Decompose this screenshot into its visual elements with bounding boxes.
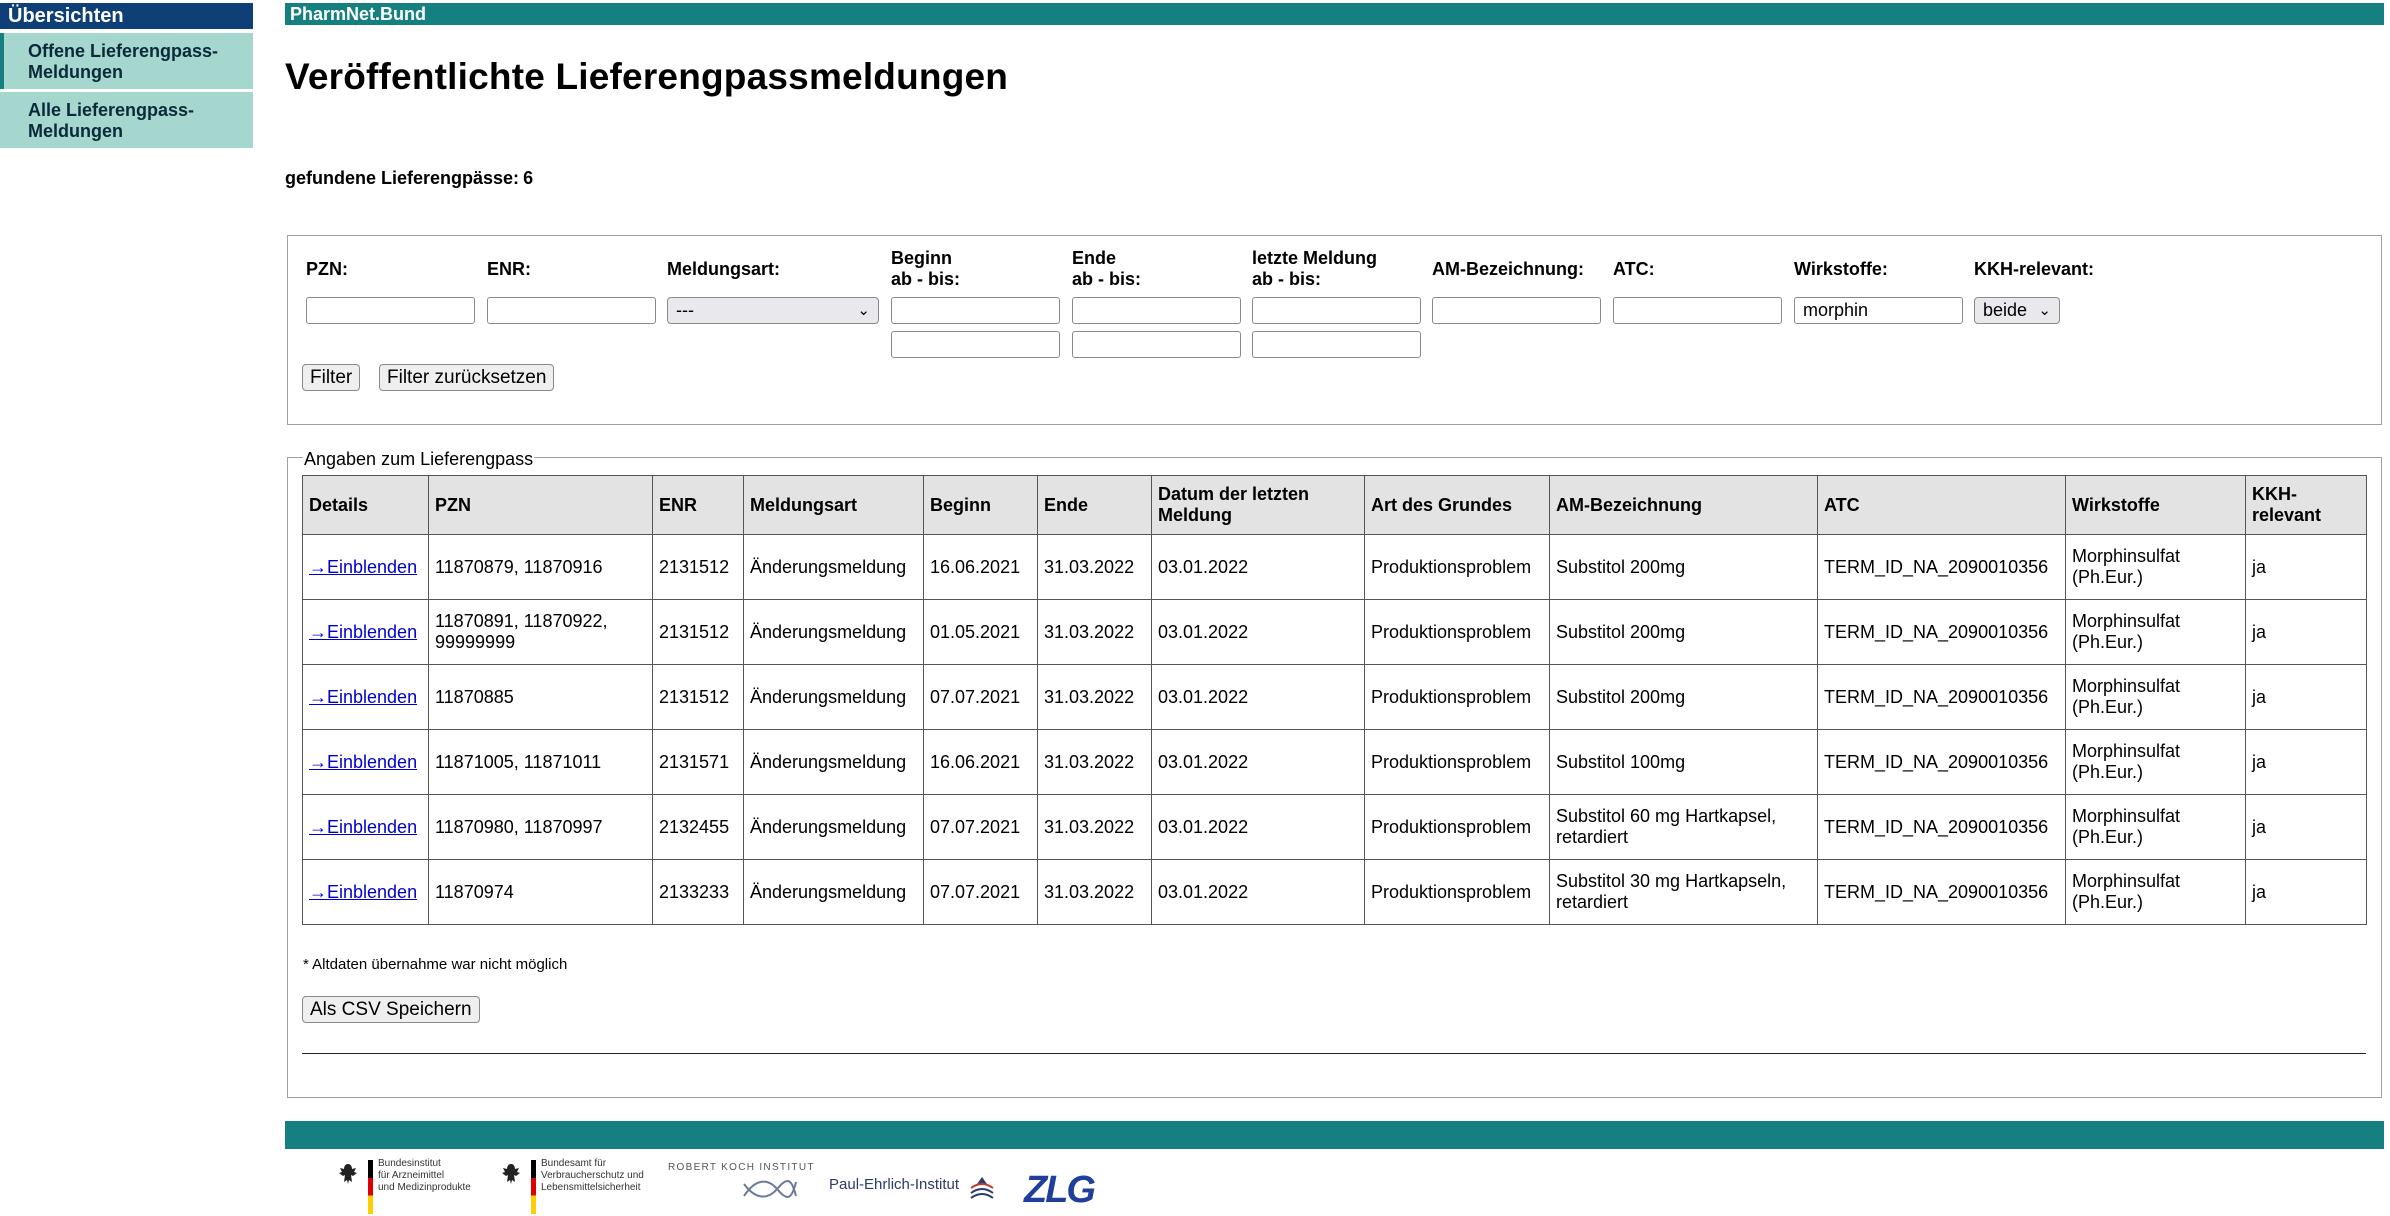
- atc-label: ATC:: [1613, 259, 1655, 279]
- column-header-grund: Art des Grundes: [1365, 476, 1550, 535]
- enr-cell: 2131571: [653, 730, 744, 795]
- bfarm-line: und Medizinprodukte: [378, 1182, 471, 1193]
- letzte-meldung-from-input[interactable]: [1252, 297, 1421, 324]
- kkh-cell: ja: [2246, 730, 2367, 795]
- bvl-logo-text: [541, 1158, 644, 1194]
- enr-cell: 2133233: [653, 860, 744, 925]
- meldungsart-cell: Änderungsmeldung: [744, 860, 924, 925]
- column-header-ende: Ende: [1038, 476, 1152, 535]
- kkh-cell: ja: [2246, 535, 2367, 600]
- sidebar-item-all-reports[interactable]: Alle Lieferengpass-Meldungen: [0, 92, 253, 148]
- flag-stripe: [368, 1160, 373, 1214]
- enr-cell: 2131512: [653, 535, 744, 600]
- datum-cell: 03.01.2022: [1152, 730, 1365, 795]
- details-cell: [303, 665, 429, 730]
- kkh-relevant-label: KKH-relevant:: [1974, 259, 2095, 279]
- table-row: [303, 860, 2367, 925]
- ende-cell: 31.03.2022: [1038, 600, 1152, 665]
- details-cell: [303, 600, 429, 665]
- meldungsart-label: Meldungsart:: [667, 259, 781, 279]
- grund-cell: Produktionsproblem: [1365, 535, 1550, 600]
- beginn-label-line2: ab - bis:: [891, 269, 961, 289]
- show-details-link[interactable]: →Einblenden: [309, 751, 418, 772]
- wirkstoffe-input[interactable]: morphin: [1794, 297, 1963, 324]
- filter-button[interactable]: Filter: [302, 364, 360, 391]
- ende-cell: 31.03.2022: [1038, 535, 1152, 600]
- column-header-am: AM-Bezeichnung: [1550, 476, 1818, 535]
- table-header-row: [303, 476, 2367, 535]
- rki-logo-text: ROBERT KOCH INSTITUT: [668, 1162, 815, 1173]
- am-bezeichnung-label: AM-Bezeichnung:: [1432, 259, 1584, 279]
- bvl-line: Lebensmittelsicherheit: [541, 1182, 641, 1193]
- datum-cell: 03.01.2022: [1152, 600, 1365, 665]
- ende-cell: 31.03.2022: [1038, 665, 1152, 730]
- beginn-cell: 07.07.2021: [924, 665, 1038, 730]
- atc-cell: TERM_ID_NA_2090010356: [1818, 535, 2066, 600]
- ende-cell: 31.03.2022: [1038, 730, 1152, 795]
- column-header-wirkstoffe: Wirkstoffe: [2066, 476, 2246, 535]
- ende-cell: 31.03.2022: [1038, 860, 1152, 925]
- atc-input[interactable]: [1613, 297, 1782, 324]
- ende-cell: 31.03.2022: [1038, 795, 1152, 860]
- atc-cell: TERM_ID_NA_2090010356: [1818, 665, 2066, 730]
- column-header-beginn: Beginn: [924, 476, 1038, 535]
- bfarm-logo-text: [378, 1158, 471, 1194]
- table-row: [303, 730, 2367, 795]
- enr-cell: 2131512: [653, 600, 744, 665]
- pzn-cell: 11870885: [429, 665, 653, 730]
- wirkstoffe-cell: Morphinsulfat (Ph.Eur.): [2066, 860, 2246, 925]
- beginn-cell: 07.07.2021: [924, 795, 1038, 860]
- bfarm-logo: [338, 1158, 478, 1216]
- wirkstoffe-cell: Morphinsulfat (Ph.Eur.): [2066, 730, 2246, 795]
- ende-label-line1: Ende: [1072, 248, 1117, 268]
- beginn-from-input[interactable]: [891, 297, 1060, 324]
- ende-label-line2: ab - bis:: [1072, 269, 1142, 289]
- kkh-cell: ja: [2246, 600, 2367, 665]
- federal-eagle-icon: [501, 1162, 521, 1186]
- datum-cell: 03.01.2022: [1152, 535, 1365, 600]
- bfarm-line: Bundesinstitut: [378, 1158, 441, 1169]
- pei-logo: [829, 1176, 999, 1210]
- kkh-cell: ja: [2246, 860, 2367, 925]
- show-details-link[interactable]: →Einblenden: [309, 816, 418, 837]
- column-header-details: Details: [303, 476, 429, 535]
- atc-cell: TERM_ID_NA_2090010356: [1818, 730, 2066, 795]
- beginn-label-line1: Beginn: [891, 248, 952, 268]
- beginn-label: [891, 248, 960, 290]
- beginn-to-input[interactable]: [891, 331, 1060, 358]
- letzte-meldung-label-line1: letzte Meldung: [1252, 248, 1377, 268]
- table-row: [303, 535, 2367, 600]
- details-cell: [303, 860, 429, 925]
- grund-cell: Produktionsproblem: [1365, 795, 1550, 860]
- enr-label: ENR:: [487, 259, 531, 279]
- ende-to-input[interactable]: [1072, 331, 1241, 358]
- beginn-cell: 01.05.2021: [924, 600, 1038, 665]
- footer-bar: [285, 1121, 2384, 1149]
- pzn-cell: 11870980, 11870997: [429, 795, 653, 860]
- show-details-link[interactable]: →Einblenden: [309, 686, 418, 707]
- flag-stripe: [531, 1160, 536, 1214]
- federal-eagle-icon: [338, 1162, 358, 1186]
- reset-filter-button[interactable]: Filter zurücksetzen: [379, 364, 554, 391]
- chevron-down-icon: ⌄: [2038, 302, 2051, 319]
- column-header-pzn: PZN: [429, 476, 653, 535]
- details-cell: [303, 730, 429, 795]
- details-cell: [303, 795, 429, 860]
- am-cell: Substitol 100mg: [1550, 730, 1818, 795]
- legacy-data-note: * Altdaten übernahme war nicht möglich: [303, 956, 568, 973]
- letzte-meldung-label: [1252, 248, 1377, 290]
- atc-cell: TERM_ID_NA_2090010356: [1818, 600, 2066, 665]
- result-count-label: gefundene Lieferengpässe:: [285, 168, 520, 188]
- atc-cell: TERM_ID_NA_2090010356: [1818, 795, 2066, 860]
- grund-cell: Produktionsproblem: [1365, 600, 1550, 665]
- kkh-relevant-select[interactable]: [1974, 297, 2060, 324]
- pzn-cell: 11871005, 11871011: [429, 730, 653, 795]
- rki-logo: [668, 1162, 818, 1212]
- chevron-down-icon: ⌄: [857, 302, 870, 319]
- details-cell: [303, 535, 429, 600]
- page-title: Veröffentlichte Lieferengpassmeldungen: [285, 56, 1009, 97]
- grund-cell: Produktionsproblem: [1365, 730, 1550, 795]
- datum-cell: 03.01.2022: [1152, 795, 1365, 860]
- pzn-cell: 11870879, 11870916: [429, 535, 653, 600]
- wirkstoffe-label: Wirkstoffe:: [1794, 259, 1888, 279]
- divider: [302, 1053, 2366, 1054]
- save-csv-button[interactable]: Als CSV Speichern: [302, 996, 480, 1023]
- ende-label: [1072, 248, 1141, 290]
- ende-from-input[interactable]: [1072, 297, 1241, 324]
- bvl-logo: [501, 1158, 661, 1216]
- meldungsart-cell: Änderungsmeldung: [744, 600, 924, 665]
- table-row: [303, 665, 2367, 730]
- bfarm-line: für Arzneimittel: [378, 1170, 445, 1181]
- am-cell: Substitol 200mg: [1550, 600, 1818, 665]
- atc-cell: TERM_ID_NA_2090010356: [1818, 860, 2066, 925]
- kkh-cell: ja: [2246, 795, 2367, 860]
- bvl-line: Bundesamt für: [541, 1158, 607, 1169]
- am-bezeichnung-input[interactable]: [1432, 297, 1601, 324]
- datum-cell: 03.01.2022: [1152, 665, 1365, 730]
- show-details-link[interactable]: →Einblenden: [309, 556, 418, 577]
- meldungsart-cell: Änderungsmeldung: [744, 795, 924, 860]
- datum-cell: 03.01.2022: [1152, 860, 1365, 925]
- show-details-link[interactable]: →Einblenden: [309, 881, 418, 902]
- beginn-cell: 07.07.2021: [924, 860, 1038, 925]
- pei-logo-text: Paul-Ehrlich-Institut: [829, 1176, 960, 1193]
- sidebar-header: Übersichten: [0, 3, 253, 29]
- meldungsart-cell: Änderungsmeldung: [744, 665, 924, 730]
- results-legend: Angaben zum Lieferengpass: [304, 449, 534, 469]
- grund-cell: Produktionsproblem: [1365, 665, 1550, 730]
- kkh-relevant-select-value: beide: [1983, 300, 2028, 320]
- letzte-meldung-label-line2: ab - bis:: [1252, 269, 1322, 289]
- letzte-meldung-to-input[interactable]: [1252, 331, 1421, 358]
- table-row: [303, 600, 2367, 665]
- wirkstoffe-cell: Morphinsulfat (Ph.Eur.): [2066, 665, 2246, 730]
- column-header-atc: ATC: [1818, 476, 2066, 535]
- show-details-link[interactable]: →Einblenden: [309, 621, 418, 642]
- pzn-label: PZN:: [306, 259, 348, 279]
- meldungsart-cell: Änderungsmeldung: [744, 730, 924, 795]
- meldungsart-select-value: ---: [676, 300, 694, 320]
- pei-emblem-icon: [967, 1174, 997, 1202]
- am-cell: Substitol 60 mg Hartkapsel, retardiert: [1550, 795, 1818, 860]
- pzn-cell: 11870974: [429, 860, 653, 925]
- zlg-logo: [1024, 1170, 1124, 1210]
- results-table: [302, 475, 2367, 925]
- enr-input[interactable]: [487, 297, 656, 324]
- column-header-datum: Datum der letzten Meldung: [1152, 476, 1365, 535]
- table-row: [303, 795, 2367, 860]
- pzn-input[interactable]: [306, 297, 475, 324]
- meldungsart-cell: Änderungsmeldung: [744, 535, 924, 600]
- wirkstoffe-cell: Morphinsulfat (Ph.Eur.): [2066, 600, 2246, 665]
- beginn-cell: 16.06.2021: [924, 535, 1038, 600]
- kkh-cell: ja: [2246, 665, 2367, 730]
- column-header-meldungsart: Meldungsart: [744, 476, 924, 535]
- rki-helix-icon: [742, 1176, 798, 1202]
- am-cell: Substitol 200mg: [1550, 665, 1818, 730]
- result-count-value: 6: [523, 168, 534, 188]
- result-count: [285, 168, 533, 189]
- zlg-logo-text: ZLG: [1024, 1169, 1094, 1211]
- pzn-cell: 11870891, 11870922, 99999999: [429, 600, 653, 665]
- wirkstoffe-cell: Morphinsulfat (Ph.Eur.): [2066, 795, 2246, 860]
- beginn-cell: 16.06.2021: [924, 730, 1038, 795]
- sidebar-item-open-reports[interactable]: Offene Lieferengpass-Meldungen: [0, 33, 253, 89]
- bvl-line: Verbraucherschutz und: [541, 1170, 644, 1181]
- wirkstoffe-cell: Morphinsulfat (Ph.Eur.): [2066, 535, 2246, 600]
- column-header-kkh: KKH-relevant: [2246, 476, 2367, 535]
- enr-cell: 2131512: [653, 665, 744, 730]
- column-header-enr: ENR: [653, 476, 744, 535]
- grund-cell: Produktionsproblem: [1365, 860, 1550, 925]
- site-header-bar: PharmNet.Bund: [285, 3, 2384, 25]
- am-cell: Substitol 200mg: [1550, 535, 1818, 600]
- meldungsart-select[interactable]: [667, 297, 879, 324]
- am-cell: Substitol 30 mg Hartkapseln, retardiert: [1550, 860, 1818, 925]
- enr-cell: 2132455: [653, 795, 744, 860]
